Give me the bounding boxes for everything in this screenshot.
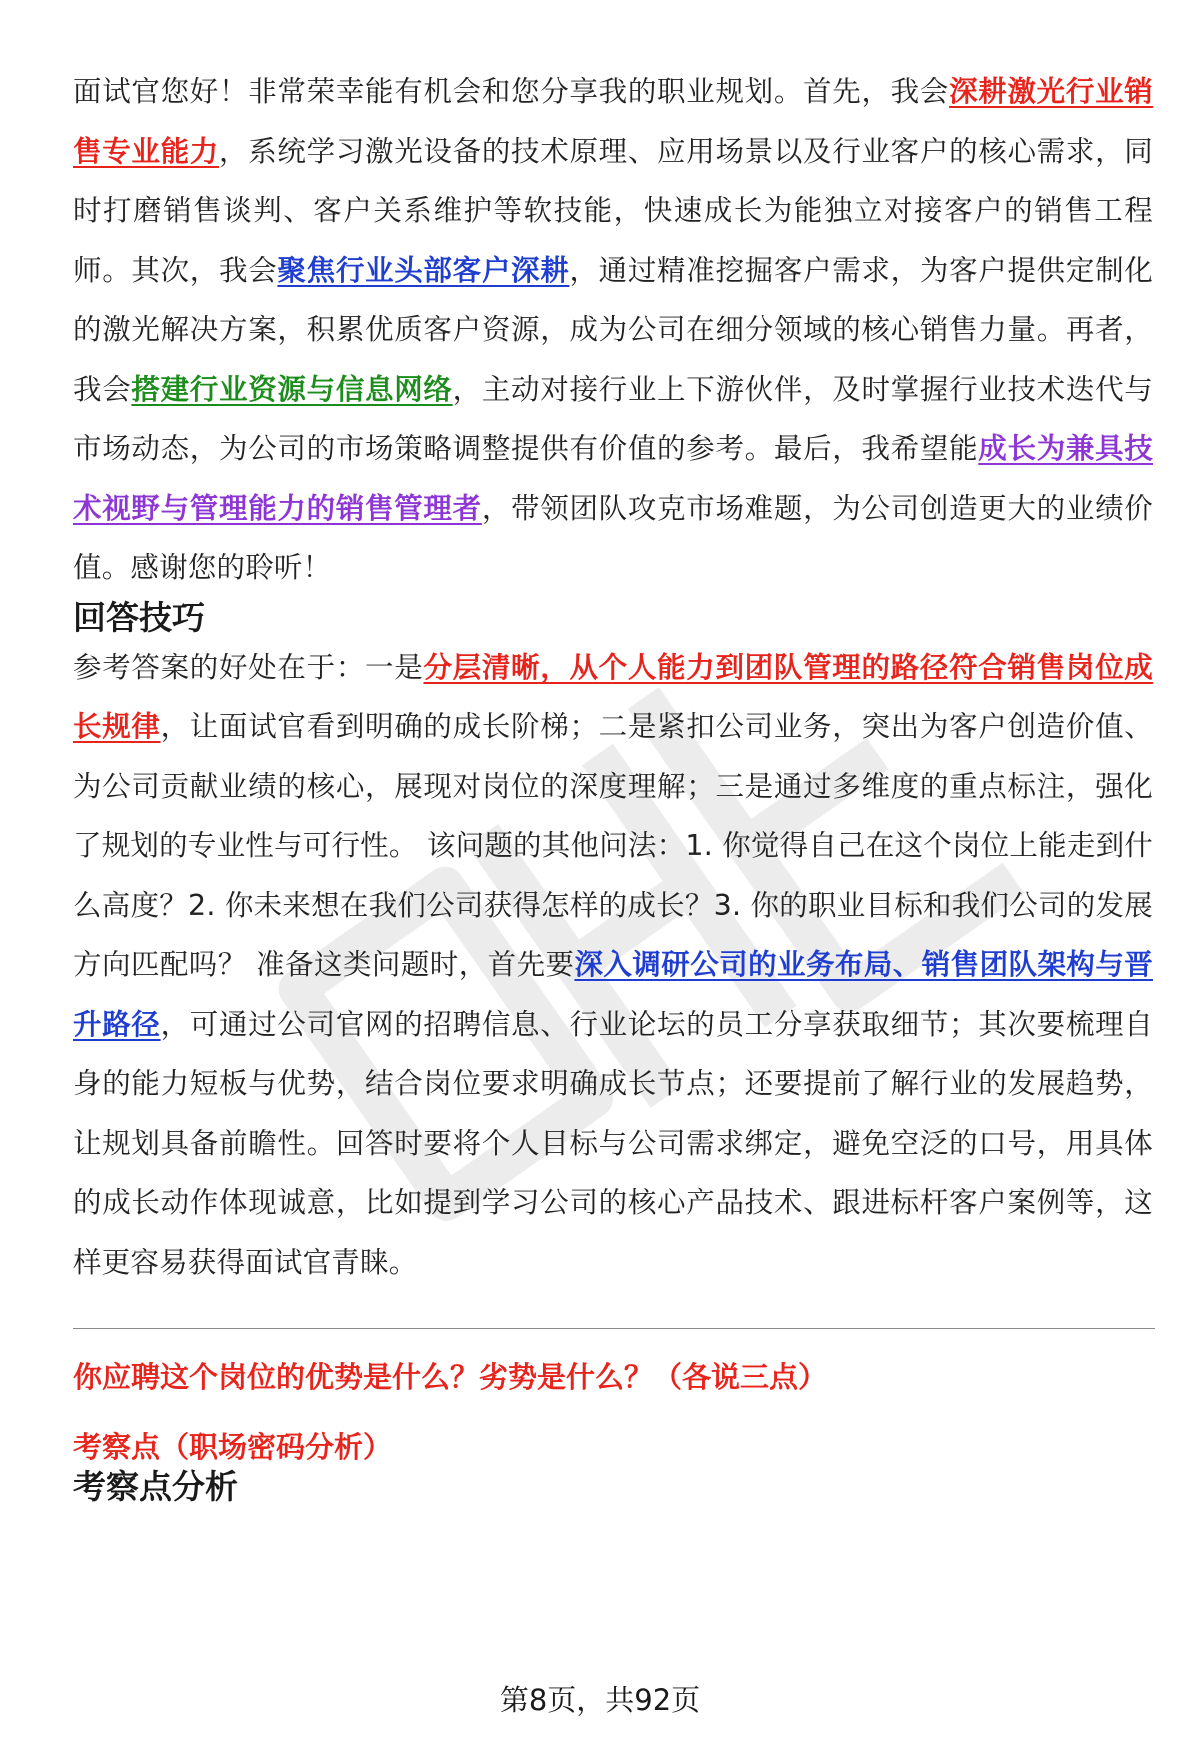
document-body xyxy=(73,62,1153,1507)
section-title-analysis: 考察点分析 xyxy=(73,1467,238,1506)
highlight-red: 深耕激光行业销售专业能力 xyxy=(73,75,1153,168)
body-text: 参考答案的好处在于：一是 xyxy=(73,650,424,684)
highlight-red: 分层清晰，从个人能力到团队管理的路径符合销售岗位成长规律 xyxy=(73,650,1153,743)
body-text: ，通过精准挖掘客户需求，为客户提供定制化的激光解决方案，积累优质客户资源，成为公司在细分领域的核心销售力量。再者，我会 xyxy=(73,253,1153,406)
page-number: 第8页，共92页 xyxy=(499,1683,701,1717)
answer-tips-paragraph xyxy=(73,638,1153,1293)
highlight-green: 搭建行业资源与信息网络 xyxy=(131,372,453,406)
body-text: ，让面试官看到明确的成长阶梯；二是紧扣公司业务，突出为客户创造价值、为公司贡献业绩的核心，展现对岗位的深度理解；三是通过多维度的重点标注，强化了规划的专业性与可行性。 该问题的其他问法：1. 你觉得自己在这个岗位上能走到什么高度？2. 你未来想在我们公司获得怎样的成长？3. 你的职业目标和我们公司的发展方向匹配吗？ 准备这类问题时，首先要 xyxy=(73,710,1153,981)
body-text: ，可通过公司官网的招聘信息、行业论坛的员工分享获取细节；其次要梳理自身的能力短板与优势，结合岗位要求明确成长节点；还要提前了解行业的发展趋势，让规划具备前瞻性。回答时要将个人目标与公司需求绑定，避免空泛的口号，用具体的成长动作体现诚意，比如提到学习公司的核心产品技术、跟进标杆客户案例等，这样更容易获得面试官青睐。 xyxy=(73,1007,1153,1279)
highlight-blue: 深入调研公司的业务布局、销售团队架构与晋升路径 xyxy=(73,948,1153,1041)
section-divider xyxy=(73,1328,1155,1329)
next-question-title: 你应聘这个岗位的优势是什么？劣势是什么？（各说三点） xyxy=(73,1360,828,1394)
career-plan-answer xyxy=(73,62,1153,598)
section-title-answer-tips: 回答技巧 xyxy=(73,597,205,637)
kaochadian-subtitle: 考察点（职场密码分析） xyxy=(73,1430,393,1464)
body-text: ，主动对接行业上下游伙伴，及时掌握行业技术迭代与市场动态，为公司的市场策略调整提供有价值的参考。最后，我希望能 xyxy=(73,372,1153,465)
body-text: ，系统学习激光设备的技术原理、应用场景以及行业客户的核心需求，同时打磨销售谈判、客户关系维护等软技能，快速成长为能独立对接客户的销售工程师。其次，我会 xyxy=(73,134,1153,287)
highlight-blue: 聚焦行业头部客户深耕 xyxy=(277,253,570,287)
highlight-purple: 成长为兼具技术视野与管理能力的销售管理者 xyxy=(73,432,1154,525)
body-text: 面试官您好！非常荣幸能有机会和您分享我的职业规划。首先，我会 xyxy=(73,75,950,108)
body-text: ，带领团队攻克市场难题，为公司创造更大的业绩价值。感谢您的聆听！ xyxy=(73,491,1153,584)
